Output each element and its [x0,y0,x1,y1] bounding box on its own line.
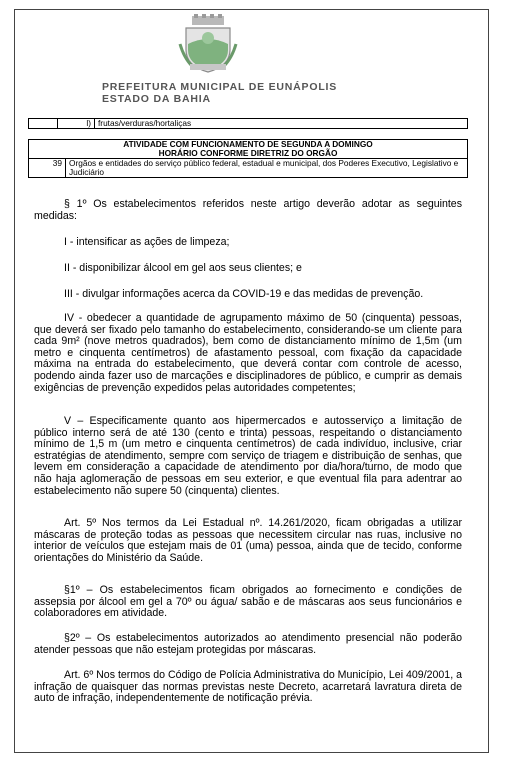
paragraph: Art. 5º Nos termos da Lei Estadual nº. 14.261/2020, ficam obrigadas a utilizar máscaras de proteção todas as pessoas que necessitem circular nas ruas, inclusive no interior de veículos que estejam mais de 01 (uma) pessoa, ainda que de tecido, conforme orientações do Ministério da Saúde. [34,517,462,564]
activities-table [28,139,468,178]
table-cell [29,119,58,129]
table-header-row [29,140,468,159]
list-item: II - disponibilizar álcool em gel aos seus clientes; e [64,262,302,274]
item-text: frutas/verduras/hortaliças [95,119,468,129]
paragraph: Art. 6º Nos termos do Código de Polícia Administrativa do Município, Lei 409/2001, a infração de quaisquer das normas previstas neste Decreto, acarretará lavratura direta de auto de infração, independentemente de notificação prévia. [34,669,462,705]
municipal-coat-of-arms-icon [178,14,238,74]
list-item: III - divulgar informações acerca da COVID-19 e das medidas de prevenção. [64,288,424,300]
table-row [29,159,468,178]
row-number: 39 [29,159,66,178]
paragraph: V – Especificamente quanto aos hipermercados e autosserviço a limitação de público interno será de até 130 (cento e trinta) pessoas, respeitando o distanciamento mínimo de 1,5 m (um metro e cinquenta centímetros) de cada indivíduo, inclusive, criar estratégias de atendimento, sempre com serviço de triagem e distribuição de senhas, que levem em consideração a capacidade de atendimento por dia/hora/turno, de modo que não haja aglomeração de pessoas em seu exterior, e que eventual fila para adentrar ao estabelecimento não supere 50 (cinquenta) clientes. [34,415,462,497]
list-item: I - intensificar as ações de limpeza; [64,236,230,248]
table-heading [29,140,468,159]
item-label: l) [58,119,95,129]
org-name: PREFEITURA MUNICIPAL DE EUNÁPOLIS [102,81,338,93]
paragraph: IV - obedecer a quantidade de agrupamento máximo de 50 (cinquenta) pessoas, que deverá ser fixado pelo tamanho do estabelecimento, considerando-se um cliente para cada 9m² (nove metros quadrados), bem como de distanciamento mínimo de 1,5m (um metro e cinquenta centímetros) de afastamento pessoal, com fixação da capacidade máxima na entrada do estabelecimento, que deverá contar com controle de acesso, podendo ainda fazer uso de marcações e disciplinadores de público, e cumprir as demais exigências de prevenção expedidos pelas autoridades competentes; [34,312,462,394]
paragraph: §1º – Os estabelecimentos ficam obrigados ao fornecimento e condições de assepsia por álcool em gel a 70º ou água/ sabão e de máscaras aos seus funcionários e colaboradores em atividade. [34,584,462,620]
table-heading-line2: HORÁRIO CONFORME DIRETRIZ DO ORGÃO [158,148,338,158]
paragraph: §2º – Os estabelecimentos autorizados ao atendimento presencial não poderão atender pessoas que não estejam protegidas por máscaras. [34,632,462,656]
table-row [29,119,468,129]
row-text: Orgãos e entidades do serviço público federal, estadual e municipal, dos Poderes Executivo, Legislativo e Judiciário [66,159,468,178]
paragraph: § 1º Os estabelecimentos referidos neste artigo deverão adotar as seguintes medidas: [34,198,462,222]
table-heading-line1: ATIVIDADE COM FUNCIONAMENTO DE SEGUNDA A DOMINGO [123,139,373,149]
org-state: ESTADO DA BAHIA [102,93,211,105]
items-table [28,118,468,129]
